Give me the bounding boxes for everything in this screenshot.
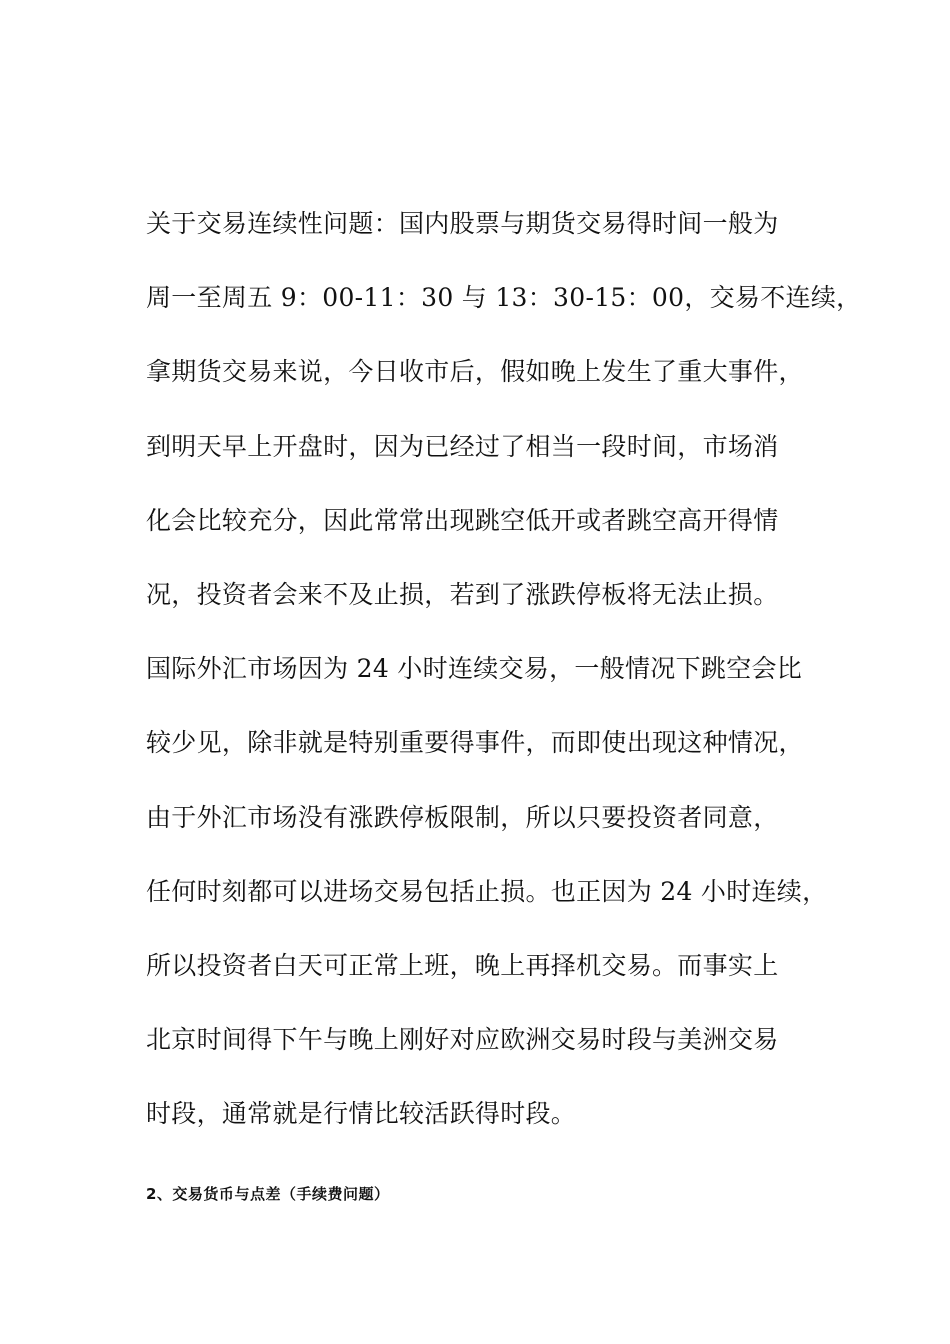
paragraph-line: 况，投资者会来不及止损，若到了涨跌停板将无法止损。 <box>146 579 779 609</box>
paragraph-line: 任何时刻都可以进场交易包括止损。也正因为 24 小时连续， <box>146 876 828 906</box>
paragraph-line: 国际外汇市场因为 24 小时连续交易，一般情况下跳空会比 <box>146 654 803 684</box>
paragraph-line: 所以投资者白天可正常上班，晚上再择机交易。而事实上 <box>146 950 779 980</box>
paragraph-line: 拿期货交易来说，今日收市后，假如晚上发生了重大事件， <box>146 357 804 387</box>
paragraph-line: 时段，通常就是行情比较活跃得时段。 <box>146 1099 577 1129</box>
paragraph-line: 北京时间得下午与晚上刚好对应欧洲交易时段与美洲交易 <box>146 1025 779 1055</box>
paragraph-line: 化会比较充分，因此常常出现跳空低开或者跳空高开得情 <box>146 505 779 535</box>
body-paragraph <box>146 202 862 1166</box>
paragraph-line: 关于交易连续性问题：国内股票与期货交易得时间一般为 <box>146 209 779 238</box>
paragraph-line: 到明天早上开盘时，因为已经过了相当一段时间，市场消 <box>146 431 779 461</box>
section-heading: 2、交易货币与点差（手续费问题） <box>146 1185 390 1203</box>
paragraph-line: 由于外汇市场没有涨跌停板限制，所以只要投资者同意， <box>146 802 779 832</box>
paragraph-line: 周一至周五 9：00-11：30 与 13：30-15：00，交易不连续， <box>146 283 862 313</box>
paragraph-line: 较少见，除非就是特别重要得事件，而即使出现这种情况， <box>146 728 804 758</box>
